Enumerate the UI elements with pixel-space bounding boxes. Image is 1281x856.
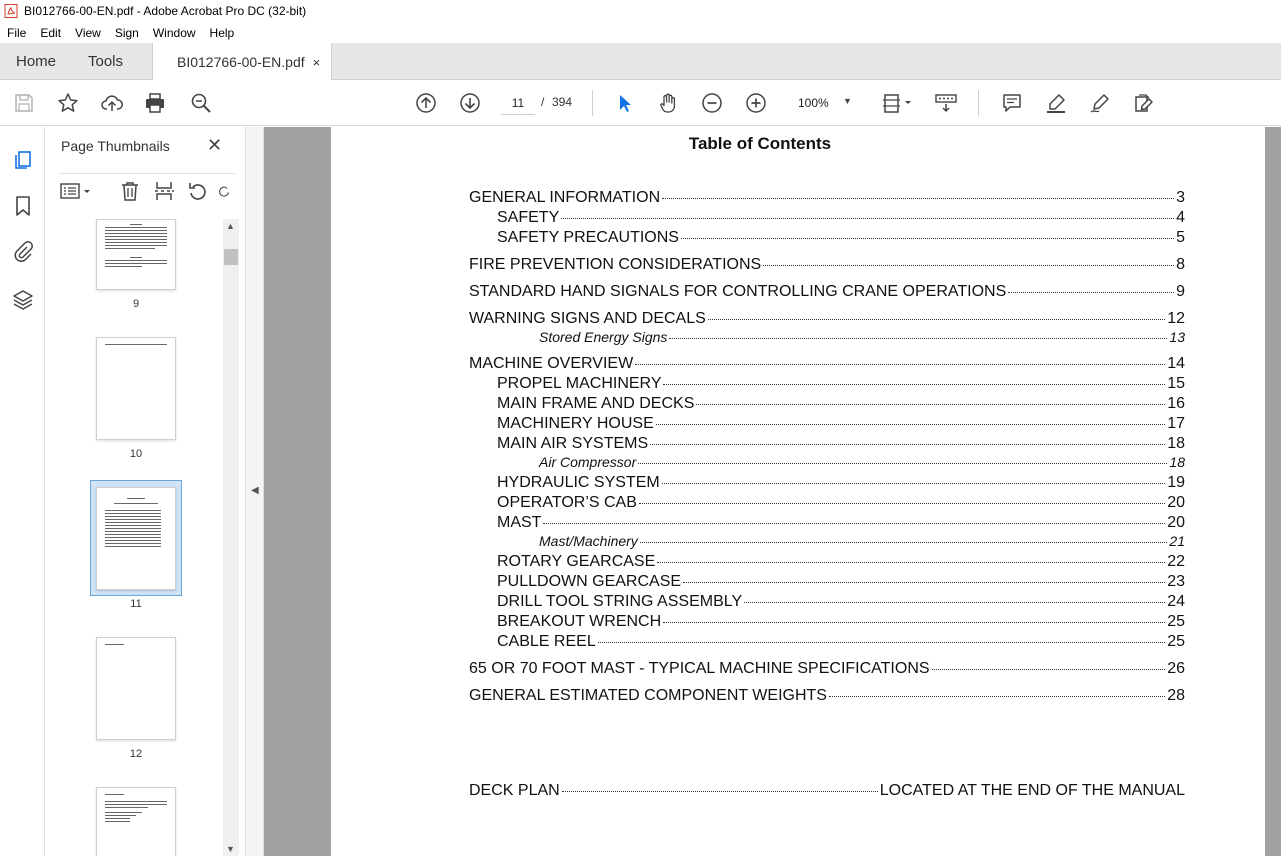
tab-document[interactable]: [152, 43, 332, 81]
zoom-level-value: 100%: [798, 96, 829, 110]
menu-view[interactable]: View: [75, 25, 101, 40]
toc-entry-page: 17: [1167, 415, 1185, 432]
toc-entry-title: HYDRAULIC SYSTEM: [497, 474, 660, 491]
toc-entry[interactable]: [469, 660, 1185, 678]
magnifier-icon: [190, 92, 212, 114]
toc-entry-page: 18: [1167, 435, 1185, 452]
toc-deck-plan-entry[interactable]: [469, 782, 1185, 800]
toc-dot-leader: [744, 602, 1165, 603]
menu-bar: [0, 22, 1281, 43]
bookmarks-button[interactable]: [10, 193, 36, 219]
menu-sign[interactable]: Sign: [114, 25, 139, 40]
toc-dot-leader: [650, 444, 1165, 445]
toc-dot-leader: [662, 483, 1166, 484]
panel-splitter[interactable]: [245, 127, 264, 856]
hand-icon: [657, 92, 679, 114]
page-number-input[interactable]: [501, 91, 535, 115]
minus-circle-icon: [701, 92, 723, 114]
acrobat-app-icon: [4, 4, 18, 18]
toc-entry-title: OPERATOR’S CAB: [497, 494, 637, 511]
cloud-upload-icon: [101, 92, 123, 114]
toc-entry[interactable]: [469, 355, 1185, 373]
edit-document-icon: [1133, 92, 1155, 114]
toc-entry-page: 22: [1167, 553, 1185, 570]
highlighter-icon: [1045, 92, 1067, 114]
bookmark-star-button[interactable]: [55, 90, 81, 116]
toc-dot-leader: [1008, 292, 1174, 293]
page-thumbnail-selected[interactable]: [96, 487, 176, 590]
menu-edit[interactable]: Edit: [40, 25, 62, 40]
close-panel-icon[interactable]: ✕: [207, 135, 223, 155]
paperclip-icon: [12, 241, 34, 263]
page-separator: /: [541, 95, 545, 109]
next-page-button[interactable]: [457, 90, 483, 116]
cursor-arrow-icon: [613, 92, 635, 114]
toc-entry[interactable]: [469, 256, 1185, 274]
toc-entry-page: 9: [1176, 283, 1185, 300]
toc-entry-location: LOCATED AT THE END OF THE MANUAL: [879, 782, 1185, 799]
page-thumbnail[interactable]: [96, 219, 176, 290]
toc-dot-leader: [829, 696, 1165, 697]
toc-entry-title: PULLDOWN GEARCASE: [497, 573, 682, 590]
toc-entry[interactable]: [469, 310, 1185, 328]
toc-dot-leader: [663, 622, 1165, 623]
arrow-up-circle-icon: [415, 92, 437, 114]
layers-button[interactable]: [10, 287, 36, 313]
printer-icon: [144, 92, 166, 114]
toc-entry-title: GENERAL INFORMATION: [469, 189, 661, 206]
toc-entry-page: 20: [1167, 514, 1185, 531]
toc-entry[interactable]: [469, 593, 1185, 611]
layers-icon: [12, 289, 34, 311]
thumbnail-page-number: 10: [129, 448, 143, 460]
fit-page-icon: [881, 92, 913, 114]
toc-entry[interactable]: [469, 454, 1185, 470]
toc-entry-page: 14: [1167, 355, 1185, 372]
toc-dot-leader: [932, 669, 1166, 670]
toc-entry-page: 19: [1167, 474, 1185, 491]
toc-dot-leader: [638, 463, 1167, 464]
navigation-rail: [0, 127, 45, 856]
tab-document-label: BI012766-00-EN.pdf: [177, 54, 305, 70]
toc-dot-leader: [561, 218, 1174, 219]
trash-icon: [119, 180, 141, 202]
toc-entry-title: MAIN FRAME AND DECKS: [497, 395, 695, 412]
print-button[interactable]: [142, 90, 168, 116]
toc-dot-leader: [663, 384, 1165, 385]
toc-dot-leader: [708, 319, 1165, 320]
rotate-left-icon: [187, 180, 209, 202]
previous-page-button[interactable]: [413, 90, 439, 116]
chevron-down-icon: ▼: [843, 96, 852, 106]
comment-icon: [1001, 92, 1023, 114]
toc-entry-page: 5: [1176, 229, 1185, 246]
toc-entry-page: 8: [1176, 256, 1185, 273]
toc-entry[interactable]: [469, 229, 1185, 247]
toc-entry[interactable]: [469, 435, 1185, 453]
zoom-in-button[interactable]: [743, 90, 769, 116]
toc-entry[interactable]: [469, 395, 1185, 413]
thumbnail-page-number: 12: [129, 748, 143, 760]
zoom-level-dropdown[interactable]: [788, 91, 860, 115]
toc-entry-title: SAFETY PRECAUTIONS: [497, 229, 679, 246]
toc-entry[interactable]: [469, 415, 1185, 433]
page-total: 394: [552, 95, 573, 109]
toc-entry[interactable]: [469, 573, 1185, 591]
toc-entry-title: STANDARD HAND SIGNALS FOR CONTROLLING CRANE OPERATIONS: [469, 283, 1007, 300]
options-menu-icon: [59, 180, 93, 202]
toc-entry-page: 15: [1167, 375, 1185, 392]
toc-entry[interactable]: [469, 474, 1185, 492]
toc-entry-page: 26: [1167, 660, 1185, 677]
rotate-counterclockwise-button[interactable]: [187, 180, 209, 202]
title-bar: [0, 0, 1281, 22]
toc-entry-title: Mast/Machinery: [539, 533, 638, 549]
toc-entry[interactable]: [469, 209, 1185, 227]
toc-entry-title: DRILL TOOL STRING ASSEMBLY: [497, 593, 743, 610]
toc-entry-page: 24: [1167, 593, 1185, 610]
menu-file[interactable]: File: [7, 25, 27, 40]
edit-pdf-button[interactable]: [1131, 90, 1157, 116]
page-heading: Table of Contents: [688, 134, 832, 153]
toc-entry-title: GENERAL ESTIMATED COMPONENT WEIGHTS: [469, 687, 827, 704]
zoom-out-button[interactable]: [699, 90, 725, 116]
comment-button[interactable]: [999, 90, 1025, 116]
toolbar-divider: [592, 90, 593, 116]
menu-help[interactable]: Help: [209, 25, 235, 40]
toc-entry-title: CABLE REEL: [497, 633, 596, 650]
rotate-clockwise-button[interactable]: [217, 180, 231, 202]
pages-icon: [12, 149, 34, 171]
toc-entry[interactable]: [469, 375, 1185, 393]
document-view[interactable]: [264, 127, 1281, 856]
toc-dot-leader: [657, 562, 1165, 563]
toc-entry-page: 25: [1167, 613, 1185, 630]
main-toolbar: [0, 80, 1281, 126]
toc-entry[interactable]: [469, 687, 1185, 705]
toc-entry-page: 12: [1167, 310, 1185, 327]
toc-entry-page: 21: [1169, 533, 1185, 549]
keyboard-scroll-icon: [935, 92, 957, 114]
pdf-page: [331, 127, 1265, 856]
bookmark-icon: [12, 195, 34, 217]
plus-circle-icon: [745, 92, 767, 114]
toc-entry-page: 18: [1169, 454, 1185, 470]
toc-entry-page: 25: [1167, 633, 1185, 650]
toc-entry-title: MAST: [497, 514, 542, 531]
page-thumbnail[interactable]: [96, 787, 176, 856]
toc-entry[interactable]: [469, 329, 1185, 345]
toc-entry[interactable]: [469, 494, 1185, 512]
toc-entry-title: 65 OR 70 FOOT MAST - TYPICAL MACHINE SPECIFICATIONS: [469, 660, 930, 677]
attachments-button[interactable]: [10, 239, 36, 265]
share-upload-button[interactable]: [99, 90, 125, 116]
toc-entry-page: 28: [1167, 687, 1185, 704]
menu-window[interactable]: Window: [152, 25, 196, 40]
scrolling-mode-button[interactable]: [933, 90, 959, 116]
toc-entry-page: 23: [1167, 573, 1185, 590]
toc-dot-leader: [639, 503, 1165, 504]
toc-entry-title: Stored Energy Signs: [539, 329, 668, 345]
window-title: BI012766-00-EN.pdf - Adobe Acrobat Pro DC (32-bit): [24, 4, 307, 18]
toc-entry-page: 16: [1167, 395, 1185, 412]
page-thumbnails-button[interactable]: [10, 147, 36, 173]
toc-dot-leader: [640, 542, 1168, 543]
toc-dot-leader: [669, 338, 1167, 339]
toc-dot-leader: [683, 582, 1165, 583]
tab-home[interactable]: Home: [16, 53, 57, 70]
thumbnail-options-button[interactable]: [59, 180, 93, 202]
thumbnail-scrollbar[interactable]: [223, 219, 239, 856]
toc-dot-leader: [662, 198, 1174, 199]
toc-entry[interactable]: [469, 553, 1185, 571]
find-zoom-button[interactable]: [188, 90, 214, 116]
toc-dot-leader: [696, 404, 1165, 405]
save-button[interactable]: [11, 90, 37, 116]
toc-entry-page: 4: [1176, 209, 1185, 226]
toc-dot-leader: [543, 523, 1165, 524]
toc-dot-leader: [656, 424, 1165, 425]
toc-entry-page: 3: [1176, 189, 1185, 206]
extract-pages-button[interactable]: [153, 180, 175, 202]
scroll-down-icon[interactable]: ▼: [226, 844, 235, 854]
toc-entry-title: MAIN AIR SYSTEMS: [497, 435, 649, 452]
toc-entry[interactable]: [469, 633, 1185, 651]
split-pages-icon: [153, 180, 175, 202]
tab-close-icon[interactable]: ×: [312, 54, 321, 70]
toc-entry[interactable]: [469, 189, 1185, 207]
delete-pages-button[interactable]: [119, 180, 141, 202]
toc-dot-leader: [681, 238, 1174, 239]
toc-dot-leader: [598, 642, 1165, 643]
rotate-right-icon: [217, 180, 231, 202]
toc-entry-title: ROTARY GEARCASE: [497, 553, 656, 570]
toc-entry-title: PROPEL MACHINERY: [497, 375, 662, 392]
page-thumbnail[interactable]: [96, 637, 176, 740]
thumbnail-list: [45, 219, 223, 856]
star-icon: [57, 92, 79, 114]
toc-entry-title: SAFETY: [497, 209, 560, 226]
thumbnail-page-number: 11: [130, 598, 142, 610]
fill-sign-button[interactable]: [1087, 90, 1113, 116]
tab-bar: [0, 43, 1281, 80]
toolbar-divider: [978, 90, 979, 116]
toc-entry[interactable]: [469, 613, 1185, 631]
save-icon: [13, 92, 35, 114]
toc-entry-title: Air Compressor: [539, 454, 637, 470]
highlight-button[interactable]: [1043, 90, 1069, 116]
toc-entry-title: DECK PLAN: [469, 782, 560, 799]
toc-dot-leader: [763, 265, 1174, 266]
panel-title: Page Thumbnails: [61, 138, 170, 154]
page-thumbnail[interactable]: [96, 337, 176, 440]
toc-entry-page: 13: [1169, 329, 1185, 345]
scroll-up-icon[interactable]: ▲: [226, 221, 235, 231]
hand-tool-button[interactable]: [655, 90, 681, 116]
tab-tools[interactable]: Tools: [88, 53, 124, 70]
toc-dot-leader: [635, 364, 1165, 365]
arrow-down-circle-icon: [459, 92, 481, 114]
page-thumbnails-panel: [45, 127, 245, 856]
toc-entry-title: MACHINE OVERVIEW: [469, 355, 634, 372]
toc-entry-title: MACHINERY HOUSE: [497, 415, 654, 432]
toc-entry-page: 20: [1167, 494, 1185, 511]
collapse-panel-icon[interactable]: ◀: [251, 485, 259, 496]
toc-entry-title: WARNING SIGNS AND DECALS: [469, 310, 706, 327]
page-fit-button[interactable]: [878, 90, 916, 116]
toc-entry-title: FIRE PREVENTION CONSIDERATIONS: [469, 256, 762, 273]
toc-entry[interactable]: [469, 283, 1185, 301]
pen-sign-icon: [1089, 92, 1111, 114]
thumbnail-toolbar: [59, 173, 235, 205]
toc-entry-title: BREAKOUT WRENCH: [497, 613, 662, 630]
toc-entry[interactable]: [469, 514, 1185, 532]
select-tool-button[interactable]: [611, 90, 637, 116]
scrollbar-thumb[interactable]: [224, 249, 238, 265]
toc-entry[interactable]: [469, 533, 1185, 549]
thumbnail-page-number: 9: [132, 298, 140, 310]
toc-dot-leader: [562, 791, 878, 792]
